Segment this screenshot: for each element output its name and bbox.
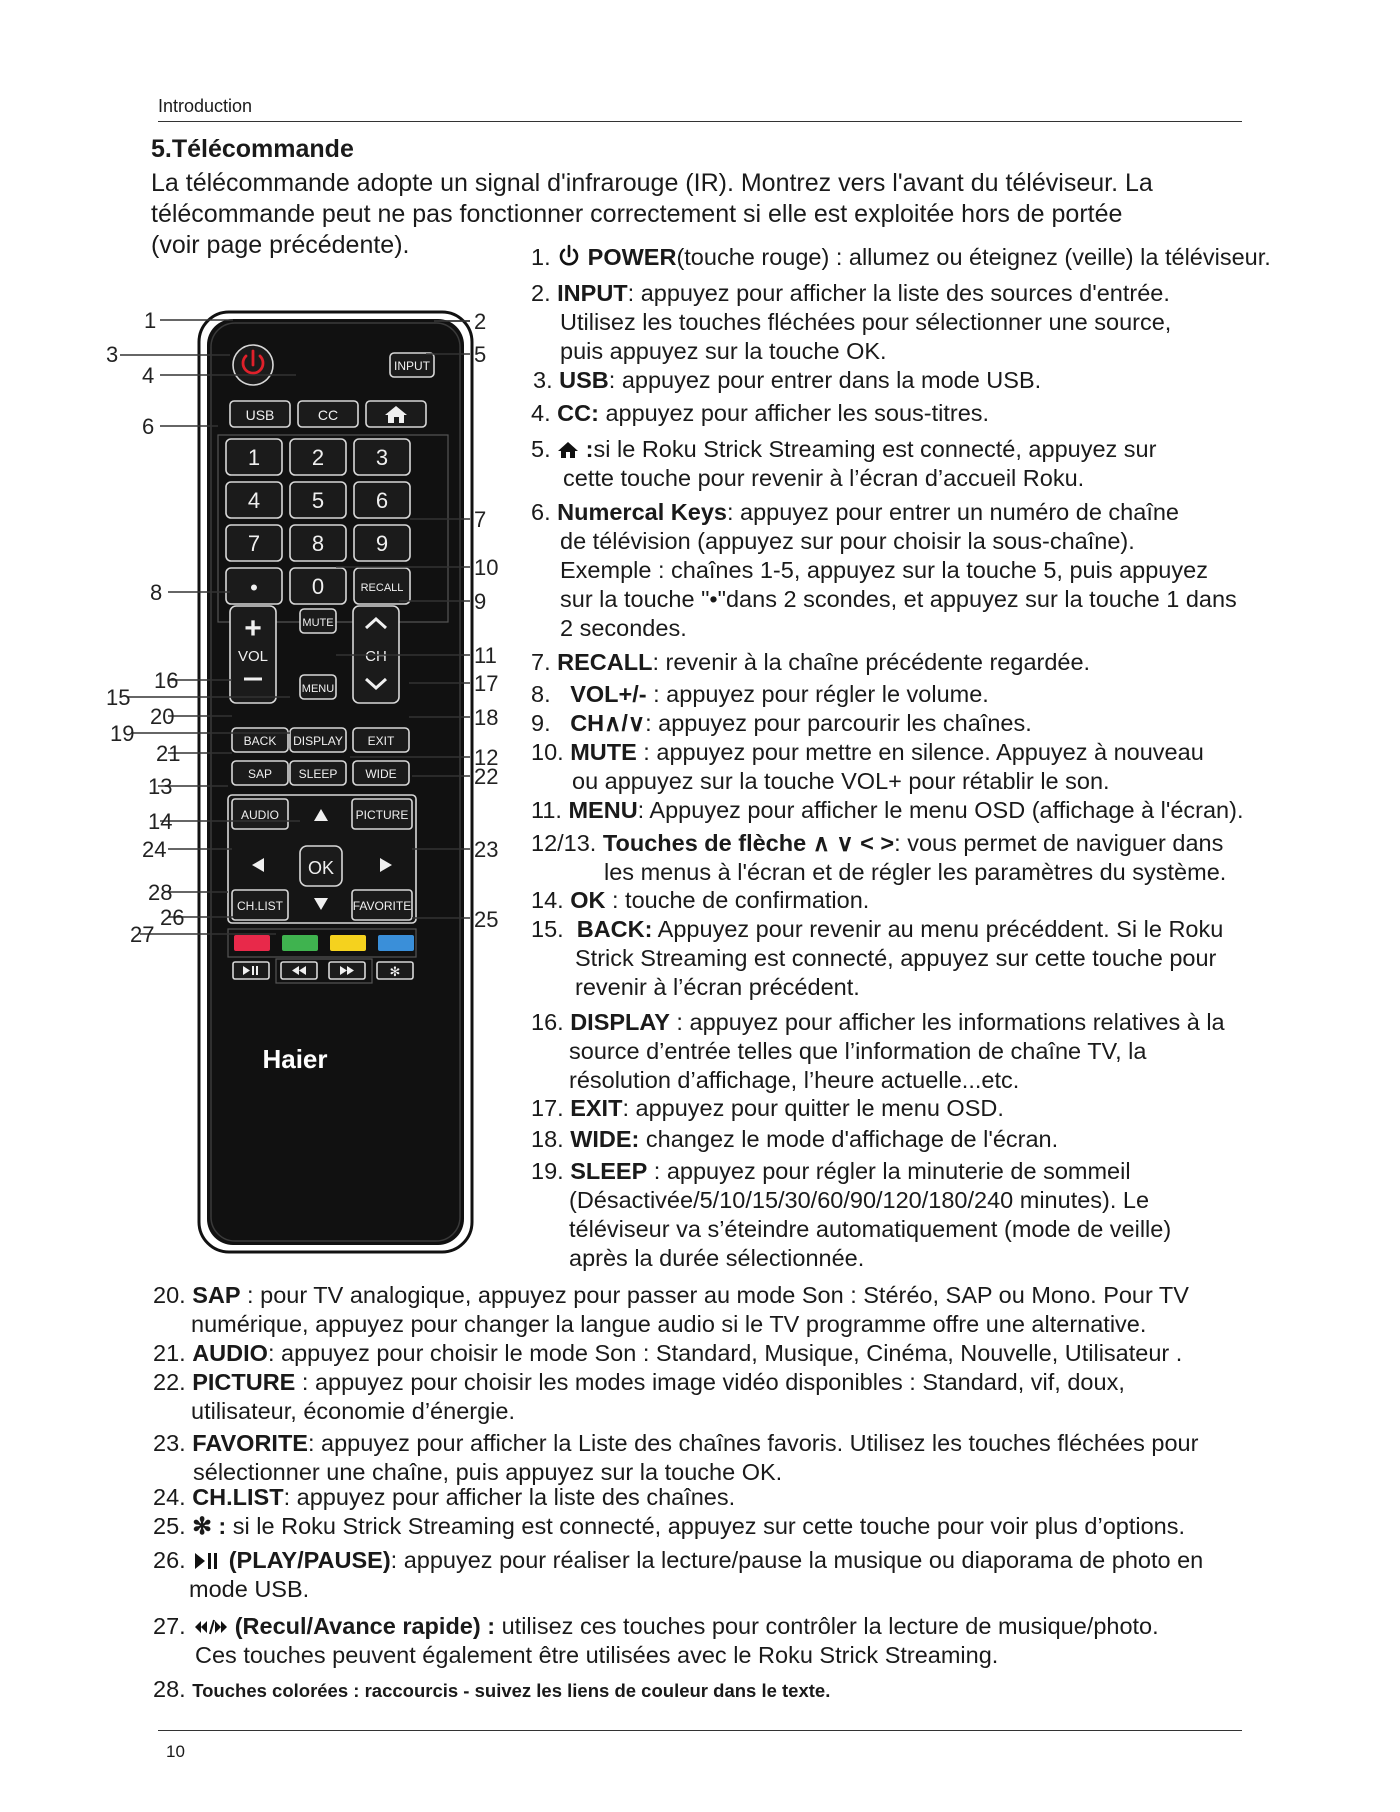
key-label: 2 [311, 445, 325, 470]
item-number: 7. [531, 649, 551, 675]
sleep-button[interactable] [290, 761, 346, 785]
brand-logo: Haier [262, 1044, 328, 1074]
item-text: Touches colorées : raccourcis - suivez les liens de couleur dans le texte. [192, 1680, 831, 1701]
callout-19: 19 [110, 721, 135, 746]
key-label: CH.LIST [236, 899, 284, 913]
callout-24: 24 [142, 837, 167, 862]
callout-8: 8 [150, 580, 163, 605]
key-3[interactable] [354, 439, 410, 475]
item-key: POWER [587, 244, 677, 270]
key-label: 9 [375, 531, 389, 556]
item-5 [531, 435, 1156, 464]
item-text: utilisez ces touches pour contrôler la lecture de musique/photo. [495, 1613, 1159, 1639]
key-label: MENU [301, 683, 335, 695]
callout-2: 2 [474, 309, 487, 334]
key-label: • [250, 575, 258, 600]
home-icon [557, 440, 579, 460]
item-key: Numercal Keys [557, 499, 727, 525]
item-text: si le Roku Strick Streaming est connecté, appuyez sur [593, 436, 1157, 462]
item-1 [531, 243, 1271, 272]
item-number: 6. [531, 499, 551, 525]
item-16-cont: résolution d’affichage, l’heure actuelle...etc. [569, 1067, 1020, 1093]
wide-button[interactable] [353, 761, 409, 785]
green-color-key[interactable] [282, 935, 318, 951]
item-text: : appuyez pour afficher les informations relatives à la [669, 1009, 1225, 1035]
item-16 [531, 1008, 1225, 1037]
exit-button[interactable] [353, 728, 409, 752]
key-label: 6 [375, 488, 389, 513]
item-number: 20. [153, 1282, 186, 1308]
menu-button[interactable] [300, 675, 336, 699]
item-25 [153, 1512, 1185, 1541]
item-text: changez le mode d'affichage de l'écran. [639, 1126, 1059, 1152]
item-number: 5. [531, 436, 551, 462]
item-number: 27. [153, 1613, 186, 1639]
item-key: SLEEP [570, 1158, 648, 1184]
vol-label: VOL [237, 648, 269, 665]
item-8 [531, 680, 989, 709]
remote-control-diagram [106, 305, 518, 1255]
callout-5: 5 [474, 342, 487, 367]
callout-6: 6 [142, 414, 155, 439]
item-number: 15. [531, 916, 564, 942]
item-number: 3. [533, 367, 553, 393]
item-number: 23. [153, 1430, 186, 1456]
callout-11: 11 [474, 643, 497, 668]
arrow-keys-glyphs: ∧ ∨ < > [812, 830, 895, 856]
callout-9: 9 [474, 589, 487, 614]
item-21 [153, 1339, 1182, 1368]
callout-15: 15 [106, 685, 131, 710]
intro-line: (voir page précédente). [151, 231, 410, 259]
key-label: 3 [375, 445, 389, 470]
item-text: : appuyez pour mettre en silence. Appuyez à nouveau [636, 739, 1204, 765]
item-15-cont: Strick Streaming est connecté, appuyez sur cette touche pour [575, 945, 1217, 971]
cc-key-label: CC [317, 407, 339, 423]
item-text: : appuyez pour choisir le mode Son : Standard, Musique, Cinéma, Nouvelle, Utilisateur . [267, 1340, 1183, 1366]
item-key: : [585, 436, 594, 462]
item-27 [153, 1612, 1159, 1641]
header-rule [158, 121, 1242, 122]
callout-1: 1 [144, 308, 157, 333]
callout-12: 12 [474, 745, 499, 770]
item-9 [531, 709, 1032, 738]
item-10-cont: ou appuyez sur la touche VOL+ pour rétablir le son. [572, 768, 1110, 794]
cc-button[interactable] [298, 401, 358, 427]
footer-rule [158, 1730, 1242, 1731]
callout-16: 16 [154, 668, 179, 693]
item-number: 26. [153, 1547, 186, 1573]
item-text: : appuyez pour réaliser la lecture/pause la musique ou diaporama de photo en [390, 1547, 1204, 1573]
item-number: 17. [531, 1095, 564, 1121]
key-label: SAP [247, 767, 273, 781]
item-key: SAP [192, 1282, 241, 1308]
item-number: 8. [531, 681, 551, 707]
item-19-cont: après la durée sélectionnée. [569, 1245, 865, 1271]
input-key-label: INPUT [394, 359, 430, 373]
item-26-cont: mode USB. [189, 1576, 310, 1602]
callout-3: 3 [106, 342, 119, 367]
item-number: 21. [153, 1340, 186, 1366]
item-12-cont: les menus à l'écran et de régler les paramètres du système. [604, 859, 1227, 885]
volume-rocker[interactable] [230, 606, 276, 703]
audio-button[interactable] [232, 799, 288, 829]
callout-7: 7 [474, 507, 487, 532]
key-1[interactable] [226, 439, 282, 475]
item-6-cont: Exemple : chaînes 1-5, appuyez sur la touche 5, puis appuyez [560, 557, 1208, 583]
item-2-cont: Utilisez les touches fléchées pour sélectionner une source, [560, 309, 1172, 335]
key-label: MUTE [302, 617, 334, 629]
item-key: CC: [557, 400, 599, 426]
callout-22: 22 [474, 764, 499, 789]
item-key: EXIT [570, 1095, 623, 1121]
item-15-cont: revenir à l’écran précédent. [575, 974, 860, 1000]
key-label: 8 [311, 531, 325, 556]
callout-18: 18 [474, 705, 499, 730]
item-11 [531, 796, 1244, 825]
key-label: DISPLAY [293, 734, 343, 748]
key-label: SLEEP [298, 767, 338, 781]
item-text: Appuyez pour revenir au menu précéddent. Si le Roku [652, 916, 1224, 942]
item-key: PICTURE [192, 1369, 296, 1395]
key-label: AUDIO [240, 808, 280, 822]
mute-button[interactable] [300, 609, 336, 633]
back-button[interactable] [232, 728, 288, 752]
page-number: 10 [166, 1742, 185, 1761]
yellow-color-key[interactable] [330, 935, 366, 951]
key-0[interactable] [290, 568, 346, 604]
key-4[interactable] [226, 482, 282, 518]
item-6-cont: sur la touche "•"dans 2 scondes, et appuyez sur la touche 1 dans [560, 586, 1237, 612]
item-number: 16. [531, 1009, 564, 1035]
power-icon [557, 244, 581, 268]
callout-17: 17 [474, 671, 499, 696]
usb-key-label: USB [245, 407, 275, 423]
item-17 [531, 1094, 1004, 1123]
rewind-button[interactable] [281, 962, 317, 979]
play-pause-icon [192, 1551, 222, 1571]
item-12-13 [531, 829, 1223, 858]
power-button[interactable] [233, 345, 273, 385]
callout-10: 10 [474, 555, 499, 580]
item-text: : appuyez pour afficher la liste des chaînes. [283, 1484, 736, 1510]
item-number: 22. [153, 1369, 186, 1395]
item-20-cont: numérique, appuyez pour changer la langue audio si le TV programme offre une alternative. [191, 1311, 1147, 1337]
item-27-cont: Ces touches peuvent également être utilisées avec le Roku Strick Streaming. [195, 1642, 999, 1668]
item-text: : Appuyez pour afficher le menu OSD (affichage à l'écran). [637, 797, 1244, 823]
item-22-cont: utilisateur, économie d’énergie. [191, 1398, 515, 1424]
item-6-cont: de télévision (appuyez sur pour choisir la sous-chaîne). [560, 528, 1135, 554]
item-text: : appuyez pour quitter le menu OSD. [622, 1095, 1004, 1121]
item-text: : revenir à la chaîne précédente regardée. [652, 649, 1091, 675]
item-key: OK [570, 887, 606, 913]
callout-20: 20 [150, 704, 175, 729]
item-26 [153, 1546, 1203, 1575]
callout-13: 13 [148, 774, 173, 799]
key-label: RECALL [360, 582, 404, 594]
item-key: RECALL [557, 649, 653, 675]
item-text: : appuyez pour régler le volume. [646, 681, 989, 707]
callout-26: 26 [160, 905, 185, 930]
item-number: 25. [153, 1513, 186, 1539]
item-key: (PLAY/PAUSE) [228, 1547, 391, 1573]
item-key: MENU [568, 797, 638, 823]
intro-line: La télécommande adopte un signal d'infrarouge (IR). Montrez vers l'avant du téléviseur. La [151, 169, 1153, 197]
callout-23: 23 [474, 837, 499, 862]
key-label: 4 [247, 488, 261, 513]
item-key: FAVORITE [192, 1430, 308, 1456]
item-19 [531, 1157, 1131, 1186]
display-button[interactable] [290, 728, 346, 752]
key-dot[interactable] [226, 568, 282, 604]
key-label: WIDE [365, 767, 397, 781]
item-key: BACK: [576, 916, 653, 942]
item-text: appuyez pour afficher les sous-titres. [598, 400, 990, 426]
item-4 [531, 399, 989, 428]
key-label: 7 [247, 531, 261, 556]
picture-button[interactable] [352, 799, 412, 829]
item-28 [153, 1675, 830, 1705]
item-key: DISPLAY [570, 1009, 670, 1035]
item-7 [531, 648, 1090, 677]
key-label: FAVORITE [352, 899, 412, 913]
item-text: : vous permet de naviguer dans [894, 830, 1224, 856]
item-text: : appuyez pour afficher la liste des sources d'entrée. [627, 280, 1170, 306]
running-header: Introduction [158, 96, 253, 116]
item-text: : appuyez pour régler la minuterie de sommeil [647, 1158, 1131, 1184]
item-6 [531, 498, 1179, 527]
item-16-cont: source d’entrée telles que l’information de chaîne TV, la [569, 1038, 1147, 1064]
red-color-key[interactable] [234, 935, 270, 951]
item-text: : appuyez pour entrer un numéro de chaîne [726, 499, 1179, 525]
callout-4: 4 [142, 363, 155, 388]
callout-21: 21 [156, 741, 181, 766]
item-number: 12/13. [531, 830, 597, 856]
item-key: INPUT [557, 280, 628, 306]
item-text: : appuyez pour choisir les modes image vidéo disponibles : Standard, vif, doux, [295, 1369, 1125, 1395]
item-20 [153, 1281, 1189, 1310]
key-5[interactable] [290, 482, 346, 518]
key-label: 0 [311, 574, 325, 599]
key-8[interactable] [290, 525, 346, 561]
callout-25: 25 [474, 907, 499, 932]
item-number: 10. [531, 739, 564, 765]
sap-button[interactable] [232, 761, 288, 785]
item-number: 9. [531, 710, 551, 736]
item-text: : appuyez pour parcourir les chaînes. [645, 710, 1032, 736]
item-key: Touches de flèche [602, 830, 807, 856]
rewind-fast-forward-icon [192, 1617, 228, 1637]
ok-button[interactable] [300, 846, 342, 886]
item-key: CH.LIST [192, 1484, 284, 1510]
input-button[interactable] [390, 353, 434, 377]
item-number: 18. [531, 1126, 564, 1152]
item-23 [153, 1429, 1198, 1458]
key-label: PICTURE [355, 808, 409, 822]
item-key: USB [559, 367, 609, 393]
recall-button[interactable] [354, 568, 410, 604]
callout-14: 14 [148, 809, 173, 834]
callout-27: 27 [130, 922, 155, 947]
key-2[interactable] [290, 439, 346, 475]
usb-button[interactable] [230, 401, 290, 427]
item-number: 24. [153, 1484, 186, 1510]
item-15 [531, 915, 1223, 944]
item-18 [531, 1125, 1058, 1154]
ch-label: CH [365, 648, 387, 665]
section-title: 5.Télécommande [151, 135, 354, 163]
item-19-cont: (Désactivée/5/10/15/30/60/90/120/180/240 minutes). Le [569, 1187, 1150, 1213]
item-key: MUTE [570, 739, 637, 765]
item-text: si le Roku Strick Streaming est connecté, appuyez sur cette touche pour voir plus d’options. [226, 1513, 1186, 1539]
key-label: BACK [243, 734, 277, 748]
item-number: 4. [531, 400, 551, 426]
blue-color-key[interactable] [378, 935, 414, 951]
item-2 [531, 279, 1170, 308]
item-number: 1. [531, 244, 551, 270]
fast-forward-button[interactable] [329, 962, 365, 979]
favorite-button[interactable] [352, 890, 412, 920]
intro-line: télécommande peut ne pas fonctionner correctement si elle est exploitée hors de portée [151, 200, 1123, 228]
item-number: 14. [531, 887, 564, 913]
item-5-cont: cette touche pour revenir à l’écran d’accueil Roku. [563, 465, 1085, 491]
item-2-cont: puis appuyez sur la touche OK. [560, 338, 887, 364]
key-6[interactable] [354, 482, 410, 518]
item-number: 19. [531, 1158, 564, 1184]
home-button[interactable] [366, 401, 426, 427]
item-key: WIDE: [570, 1126, 640, 1152]
item-key: VOL+/- [570, 681, 647, 707]
key-9[interactable] [354, 525, 410, 561]
star-icon: ✻ [389, 964, 401, 979]
item-number: 11. [531, 797, 562, 823]
item-text: : pour TV analogique, appuyez pour passer au mode Son : Stéréo, SAP ou Mono. Pour TV [240, 1282, 1189, 1308]
item-23-cont: sélectionner une chaîne, puis appuyez sur la touche OK. [193, 1459, 783, 1485]
key-label: OK [307, 858, 335, 878]
callout-28: 28 [148, 880, 173, 905]
key-label: EXIT [367, 734, 395, 748]
play-pause-button[interactable] [233, 962, 269, 979]
item-key: CH∧/∨ [570, 710, 646, 736]
item-key: AUDIO [192, 1340, 268, 1366]
key-label: 1 [247, 445, 261, 470]
item-number: 2. [531, 280, 551, 306]
item-3 [533, 366, 1041, 395]
svg-text:+: + [244, 612, 262, 645]
key-label: 5 [311, 488, 325, 513]
item-text: : appuyez pour afficher la Liste des chaînes favoris. Utilisez les touches fléchées pour [307, 1430, 1199, 1456]
item-text: (touche rouge) : allumez ou éteignez (veille) la téléviseur. [676, 244, 1271, 270]
item-14 [531, 886, 869, 915]
item-text: : touche de confirmation. [605, 887, 870, 913]
key-7[interactable] [226, 525, 282, 561]
item-19-cont: téléviseur va s’éteindre automatiquement (mode de veille) [569, 1216, 1172, 1242]
item-10 [531, 738, 1204, 767]
item-6-cont: 2 secondes. [560, 615, 687, 641]
item-22 [153, 1368, 1125, 1397]
chlist-button[interactable] [232, 890, 288, 920]
item-key: (Recul/Avance rapide) : [234, 1613, 496, 1639]
star-options-button[interactable] [377, 962, 413, 979]
item-24 [153, 1483, 735, 1512]
item-key: ✻ : [192, 1513, 227, 1539]
item-text: : appuyez pour entrer dans la mode USB. [608, 367, 1042, 393]
item-number: 28. [153, 1676, 186, 1702]
